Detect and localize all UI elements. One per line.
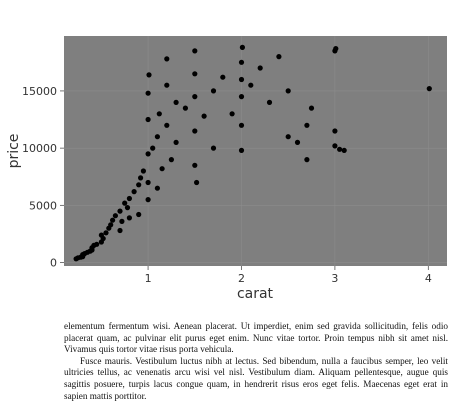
- y-tick-label: 5000: [29, 199, 57, 213]
- data-point: [155, 186, 160, 191]
- data-point: [110, 218, 115, 223]
- data-point: [164, 56, 169, 61]
- data-point: [192, 163, 197, 168]
- data-point: [239, 77, 244, 82]
- data-point: [239, 94, 244, 99]
- data-point: [333, 46, 338, 51]
- data-point: [192, 71, 197, 76]
- paragraph-2: Fusce mauris. Vestibulum luctus nibh at lectus. Sed bibendum, nulla a faucibus semper, leo velit ultricies tellus, ac venenatis arcu wisi vel nisl. Vestibulum diam. Aliquam pellentesque, augue quis sagittis posuere, turpis lacus congue quam, in hendrerit risus eros eget felis. Maecenas eget erat in sapien mattis porttitor.: [64, 355, 448, 401]
- data-point: [150, 146, 155, 151]
- data-point: [103, 230, 108, 235]
- data-point: [332, 128, 337, 133]
- data-point: [202, 114, 207, 119]
- data-point: [211, 88, 216, 93]
- data-point: [337, 147, 342, 152]
- data-point: [132, 189, 137, 194]
- x-tick-label: 4: [424, 272, 432, 285]
- data-point: [146, 151, 151, 156]
- data-point: [211, 146, 216, 151]
- data-point: [174, 100, 179, 105]
- data-point: [258, 65, 263, 70]
- body-text: [64, 321, 448, 402]
- data-point: [295, 140, 300, 145]
- data-point: [136, 182, 141, 187]
- data-point: [286, 134, 291, 139]
- data-point: [125, 205, 130, 210]
- data-point: [119, 219, 124, 224]
- data-point: [146, 91, 151, 96]
- x-tick-label: 2: [237, 272, 245, 285]
- data-point: [146, 72, 151, 77]
- y-tick-label: 0: [50, 256, 57, 270]
- x-tick-label: 3: [331, 272, 339, 285]
- data-point: [94, 242, 99, 247]
- data-point: [342, 148, 347, 153]
- data-point: [220, 75, 225, 80]
- data-point: [239, 148, 244, 153]
- data-point: [108, 222, 113, 227]
- data-point: [309, 106, 314, 111]
- data-point: [267, 100, 272, 105]
- data-point: [183, 106, 188, 111]
- data-point: [304, 123, 309, 128]
- data-point: [230, 111, 235, 116]
- y-tick-label: 15000: [22, 84, 57, 98]
- data-point: [427, 86, 432, 91]
- paragraph-1: elementum fermentum wisi. Aenean placerat. Ut imperdiet, enim sed gravida sollicitudin, felis odio placerat quam, ac pulvinar elit purus eget enim. Nunc vitae tortor. Proin tempus nibh sit amet nisl. Vivamus quis tortor vitae risus porta vehicula.: [64, 321, 448, 355]
- data-point: [304, 157, 309, 162]
- data-point: [276, 54, 281, 59]
- data-point: [164, 123, 169, 128]
- data-point: [141, 168, 146, 173]
- data-point: [113, 213, 118, 218]
- data-point: [194, 180, 199, 185]
- data-point: [192, 48, 197, 53]
- data-point: [138, 175, 143, 180]
- data-point: [248, 83, 253, 88]
- x-axis-label: carat: [236, 286, 274, 302]
- data-point: [146, 197, 151, 202]
- data-point: [146, 117, 151, 122]
- data-point: [240, 45, 245, 50]
- y-tick-label: 10000: [22, 142, 57, 156]
- data-point: [286, 88, 291, 93]
- data-point: [192, 94, 197, 99]
- data-point: [117, 228, 122, 233]
- data-point: [160, 166, 165, 171]
- data-point: [174, 140, 179, 145]
- data-point: [155, 134, 160, 139]
- data-point: [117, 209, 122, 214]
- data-point: [332, 143, 337, 148]
- data-point: [146, 180, 151, 185]
- data-point: [239, 60, 244, 65]
- data-point: [192, 128, 197, 133]
- data-point: [169, 157, 174, 162]
- data-point: [127, 215, 132, 220]
- data-point: [164, 83, 169, 88]
- data-point: [157, 111, 162, 116]
- data-point: [101, 236, 106, 241]
- y-axis-label: price: [6, 133, 22, 169]
- y-axis-ticks: [22, 85, 64, 270]
- x-axis-ticks: [145, 266, 432, 285]
- data-point: [136, 212, 141, 217]
- data-point: [127, 196, 132, 201]
- data-point: [239, 123, 244, 128]
- x-tick-label: 1: [144, 272, 152, 285]
- data-point: [122, 201, 127, 206]
